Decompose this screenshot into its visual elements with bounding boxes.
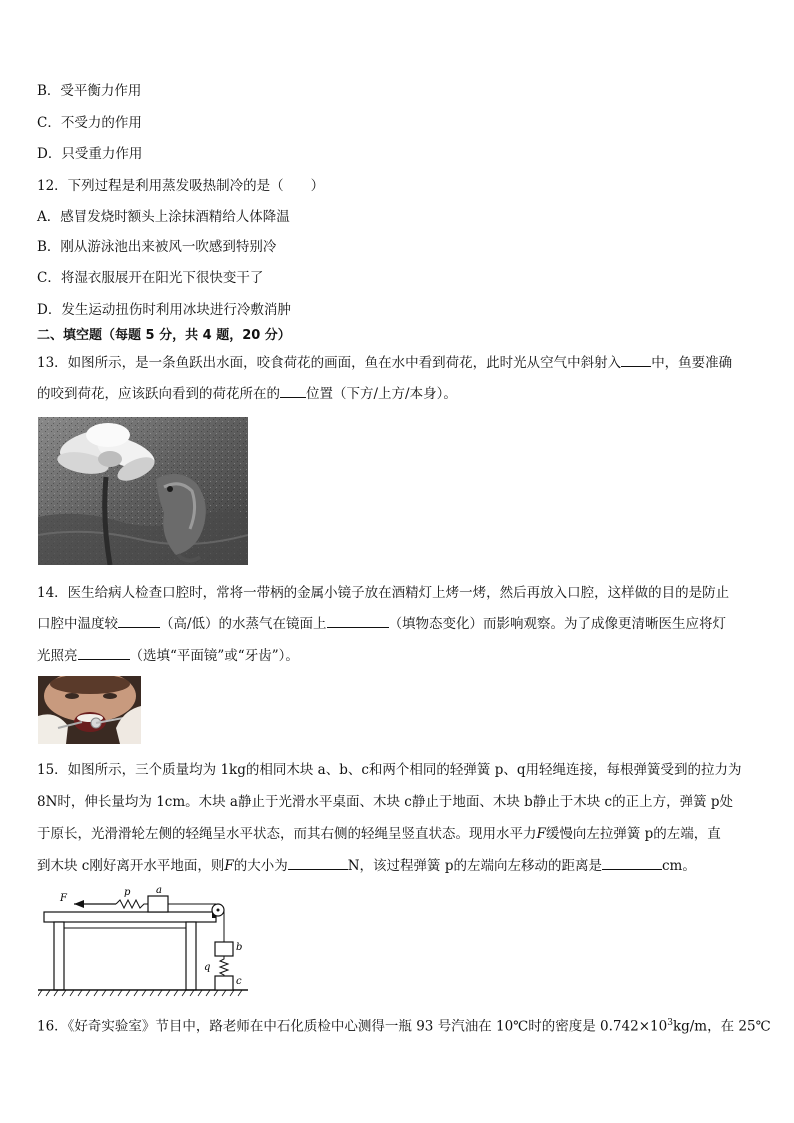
q13-text-2a: 的咬到荷花，应该跃向看到的荷花所在的 (37, 386, 280, 402)
q15-text-4a: 到木块 c刚好离开水平地面，则 (37, 858, 225, 874)
q14-line-1: 14．医生给病人检查口腔时，常将一带柄的金属小镜子放在酒精灯上烤一烤，然后再放入口腔，这样做的目的是防止 (37, 585, 730, 601)
q12-option-d: D．发生运动扭伤时利用冰块进行冷敷消肿 (37, 302, 291, 318)
q11-option-b: B．受平衡力作用 (37, 83, 142, 99)
q15-force-symbol-2: F (224, 858, 234, 874)
q14-text-2c: （填物态变化）而影响观察。为了成像更清晰医生应将灯 (388, 616, 727, 632)
q14-blank-1 (118, 613, 160, 628)
q12-option-c: C．将湿衣服展开在阳光下很快变干了 (37, 270, 264, 286)
q16-line-1 (37, 1013, 771, 1037)
label-c: c (236, 976, 242, 987)
q13-blank-2 (280, 383, 306, 398)
q16-text-1b: kg/m，在 25℃ (672, 1018, 771, 1035)
q14-line-3 (37, 645, 299, 666)
q13-line-2 (37, 383, 457, 404)
q16-text-1a: 16．《好奇实验室》节目中，路老师在中石化质检中心测得一瓶 93 号汽油在 10℃时的密度是 0.742×10 (37, 1018, 668, 1035)
q13-text-1b: 中，鱼要准确 (651, 355, 733, 371)
label-F: F (60, 893, 67, 904)
q14-text-2a: 口腔中温度较 (37, 616, 118, 632)
q15-line-3 (37, 824, 721, 844)
spring-block-diagram (38, 884, 248, 998)
fish-lotus-photo (38, 417, 248, 565)
q16-exponent: 3 (667, 1018, 673, 1028)
q15-text-4b: 的大小为 (233, 858, 288, 874)
dental-mirror-photo (38, 676, 141, 744)
q12-option-b: B．刚从游泳池出来被风一吹感到特别冷 (37, 239, 277, 255)
q14-blank-2 (327, 613, 389, 628)
q14-blank-3 (78, 645, 130, 660)
q12-option-a: A．感冒发烧时额头上涂抹酒精给人体降温 (37, 209, 290, 225)
q14-text-3b: （选填“平面镜”或“牙齿”）。 (129, 648, 299, 664)
q11-option-c: C．不受力的作用 (37, 115, 142, 131)
q15-text-3b: 缓慢向左拉弹簧 p的左端，直 (545, 826, 721, 842)
q15-force-symbol: F (536, 826, 546, 842)
q14-text-2b: （高/低）的水蒸气在镜面上 (160, 616, 327, 632)
q14-text-3a: 光照亮 (37, 648, 78, 664)
q15-blank-2 (602, 855, 662, 870)
q15-text-3a: 于原长，光滑滑轮左侧的轻绳呈水平状态，而其右侧的轻绳呈竖直状态。现用水平力 (37, 826, 537, 842)
section-heading: 二、填空题（每题 5 分，共 4 题，20 分） (37, 328, 291, 343)
q12-stem: 12．下列过程是利用蒸发吸热制冷的是（ ） (37, 178, 325, 194)
q15-text-4c: N，该过程弹簧 p的左端向左移动的距离是 (347, 858, 602, 874)
label-q: q (204, 962, 211, 973)
q15-line-4 (37, 855, 696, 876)
label-a: a (156, 885, 162, 896)
q15-line-2: 8N时，伸长量均为 1cm。木块 a静止于光滑水平桌面、木块 c静止于地面、木块 b静止于木块 c的正上方，弹簧 p处 (37, 794, 734, 810)
q15-blank-1 (288, 855, 348, 870)
q13-text-2b: 位置（下方/上方/本身）。 (306, 386, 457, 402)
q11-option-d: D．只受重力作用 (37, 146, 143, 162)
q15-line-1: 15．如图所示，三个质量均为 1kg的相同木块 a、b、c和两个相同的轻弹簧 p、q用轻绳连接，每根弹簧受到的拉力为 (37, 762, 742, 778)
q14-line-2 (37, 613, 726, 634)
label-p: p (124, 887, 131, 898)
q13-text-1a: 13．如图所示，是一条鱼跃出水面，咬食荷花的画面，鱼在水中看到荷花，此时光从空气中斜射入 (37, 355, 622, 371)
q13-line-1 (37, 352, 732, 373)
q13-blank-1 (621, 352, 651, 367)
label-b: b (236, 942, 243, 953)
q15-text-4d: cm。 (661, 858, 696, 874)
